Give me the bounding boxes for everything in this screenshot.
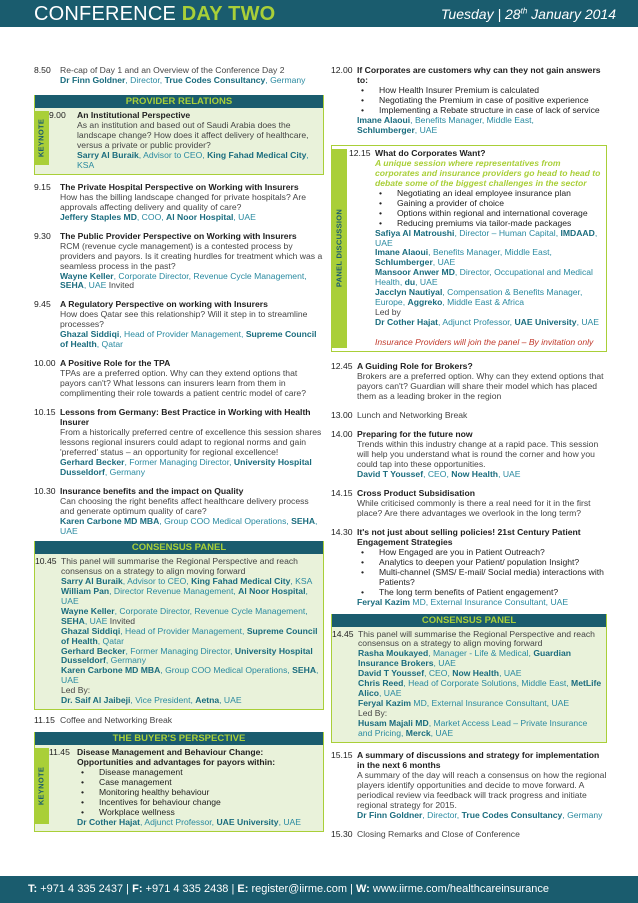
fax-label: F: [132, 883, 143, 895]
session-1030: 10.30 Insurance benefits and the impact on Quality Can choosing the right benefits affect healthcare delivery process and generate optimum quality of care? Karen Carbone MD MBA, Group COO Medical Operations, SEHA, UAE [34, 485, 318, 536]
list-item: • Implementing a Rebate structure in case of lack of service [357, 106, 607, 116]
session-1145: 11.45 Disease Management and Behaviour Change: Opportunities and advantages for payors within: • Disease management • Case management • Monitoring healthy behaviour • Incentives for behaviour change • Workplace wellness Dr Cother Hajat, Adjunct Professor, UAE University, UAE [49, 748, 301, 828]
session-1530: 15.30 Closing Remarks and Close of Conference [331, 828, 520, 839]
email-label: E: [237, 883, 249, 895]
consensus-panel-right: CONSENSUS PANEL 14.45 This panel will summarise the Regional Perspective and reach consensus on a strategy to align moving forward Rasha Moukayed, Manager - Life & Medical, Guardian Insurance Brokers, UAE David T Youssef, CEO, Now Health, UAE Chris Reed, Head of Corporate Solutions, Middle East, MetLife Alico, UAE Feryal Kazim MD, External Insurance Consultant, UAE Led By: Husam Majali MD, Market Access Lead – Private Insurance and Pricing, Merck, UAE [331, 614, 607, 744]
list-item: • Reducing premiums via tailor-made packages [375, 219, 603, 229]
list-item: • The long term benefits of Patient engagement? [357, 588, 607, 598]
list-item: • Disease management [77, 768, 301, 778]
list-item: • Monitoring healthy behaviour [77, 788, 301, 798]
website-label: W: [355, 883, 370, 895]
buyers-bullet-list [77, 768, 301, 818]
session-1445: 14.45 This panel will summarise the Regional Perspective and reach consensus on a strategy to align moving forward Rasha Moukayed, Manager - Life & Medical, Guardian Insurance Brokers, UAE David T Youssef, CEO, Now Health, UAE Chris Reed, Head of Corporate Solutions, Middle East, MetLife Alico, UAE Feryal Kazim MD, External Insurance Consultant, UAE Led By: Husam Majali MD, Market Access Lead – Private Insurance and Pricing, Merck, UAE [332, 628, 602, 739]
list-item: • Analytics to deepen your Patient/ population Insight? [357, 558, 607, 568]
fax-value: +971 4 335 2438 | [142, 883, 238, 895]
consensus-panel-left: CONSENSUS PANEL 10.45 This panel will summarise the Regional Perspective and reach consensus on a strategy to align moving forward Sarry Al Buraik, Advisor to CEO, King Fahad Medical City, KSA William Pan, Director Revenue Management, Al Noor Hospital, UAE Wayne Keller, Corporate Director, Revenue Cycle Management, SEHA, UAE Invited Ghazal Siddiqi, Head of Provider Management, Supreme Council of Health, Qatar Gerhard Becker, Former Managing Director, University Hospital Dusseldorf, Germany Karen Carbone MD MBA, Group COO Medical Operations, SEHA, UAE Led By: Dr. Saif Al Jaibeji, Vice President, Aetna, UAE [34, 541, 324, 711]
list-item: • Negotiating the Premium in case of positive experience [357, 96, 607, 106]
phone-value: +971 4 335 2437 | [37, 883, 133, 895]
invitation-note: Insurance Providers will join the panel – By invitation only [375, 337, 594, 348]
session-1215: 12.15 What do Corporates Want? A unique session where representatives from corporates and insurance providers go head to head to debate some of the biggest challenges in the sector • Negotiating an ideal employee insurance plan • Gaining a provider of choice • Options within regional and international coverage • Reducing premiums via tailor-made packages Safiya Al Matroushi, Director – Human Capital, IMDAAD, UAE Imane Alaoui, Benefits Manager, Middle East, Schlumberger, UAE Mansoor Anwer MD, Director, Occupational and Medical Health, du, UAE Jacclyn Nautiyal, Compensation & Benefits Manager, Europe, Aggreko, Middle East & Africa Led by Dr Cother Hajat, Adjunct Professor, UAE University, UAE Insurance Providers will join the panel – By invitation only [347, 149, 603, 348]
page-title: CONFERENCE DAY TWO [34, 3, 276, 25]
list-item: • Case management [77, 778, 301, 788]
section-title: PROVIDER RELATIONS [35, 95, 323, 108]
session-1245: 12.45 A Guiding Role for Brokers? Brokers are a preferred option. Why can they extend options that payors can't? Guardian will share their model which has placed them as a leading broker in the region [331, 361, 604, 402]
session-1045: 10.45 This panel will summarise the Regional Perspective and reach consensus on a strategy to align moving forward Sarry Al Buraik, Advisor to CEO, King Fahad Medical City, KSA William Pan, Director Revenue Management, Al Noor Hospital, UAE Wayne Keller, Corporate Director, Revenue Cycle Management, SEHA, UAE Invited Ghazal Siddiqi, Head of Provider Management, Supreme Council of Health, Qatar Gerhard Becker, Former Managing Director, University Hospital Dusseldorf, Germany Karen Carbone MD MBA, Group COO Medical Operations, SEHA, UAE Led By: Dr. Saif Al Jaibeji, Vice President, Aetna, UAE [35, 555, 319, 706]
list-item: • Gaining a provider of choice [375, 199, 603, 209]
panel-discussion-section [331, 145, 607, 352]
website-link[interactable]: www.iirme.com/healthcareinsurance [369, 883, 549, 895]
session-1415: 14.15 Cross Product Subsidisation While criticised commonly is there a real need for it in the first place? Are there advantages we overlook in the long term? [331, 487, 591, 518]
session-1400: 14.00 Preparing for the future now Trends within this industry change at a rapid pace. This session will help you understand what is round the corner and how you could tap into these opportunities. David T Youssef, CEO, Now Health, UAE [331, 429, 599, 479]
left-column [34, 66, 324, 832]
session-0930: 9.30 The Public Provider Perspective on Working with Insurers RCM (revenue cycle management) is a contested process by providers and payors. Is it creating hurdles for treatment which was a seamless process in the past? Wayne Keller, Corporate Director, Revenue Cycle Management, SEHA, UAE Invited [34, 230, 323, 291]
session-0850: 8.50 Re-cap of Day 1 and an Overview of the Conference Day 2 Dr Finn Goldner, Director, True Codes Consultancy, Germany [34, 65, 306, 85]
contact-footer [0, 876, 638, 903]
session-0945: 9.45 A Regulatory Perspective on working with Insurers How does Qatar see this relationship? Will it step in to streamline processes? Ghazal Siddiqi, Head of Provider Management, Supreme Council of Health, Qatar [34, 299, 317, 350]
list-item: • Workplace wellness [77, 808, 301, 818]
session-0915: 9.15 The Private Hospital Perspective on Working with Insurers How has the billing landscape changed for private hospitals? Are approvals affecting delivery and quality of care? Jeffery Staples MD, COO, Al Noor Hospital, UAE [34, 181, 307, 222]
session-1430: 14.30 It's not just about selling policies! 21st Century Patient Engagement Strategies • How Engaged are you in Patient Outreach? • Analytics to deepen your Patient/ population Insight? • Multi-channel (SMS/ E-mail/ Social media) interactions with Patients? • The long term benefits of Patient engagement? Feryal Kazim MD, External Insurance Consultant, UAE [331, 528, 607, 608]
session-1515: 15.15 A summary of discussions and strategy for implementation in the next 6 months A summary of the day will reach a consensus on how the regional players identify opportunities and decide to move forward. A periodical review via feedback will track progress and initiate regional strategy for 2015. Dr Finn Goldner, Director, True Codes Consultancy, Germany [331, 750, 607, 820]
session-1200: 12.00 If Corporates are customers why can they not gain answers to: • How Health Insurer Premium is calculated • Negotiating the Premium in case of positive experience • Implementing a Rebate structure in case of lack of service Imane Alaoui, Benefits Manager, Middle East, Schlumberger, UAE [331, 66, 607, 136]
email-link[interactable]: register@iirme.com | [248, 883, 356, 895]
list-item: • Incentives for behaviour change [77, 798, 301, 808]
session-0900: 9.00 An Institutional Perspective As an institution and based out of Saudi Arabia does the landscape change? How does it affect delivery of healthcare, versus a private or public provider? Sarry Al Buraik, Advisor to CEO, King Fahad Medical City, KSA [49, 109, 309, 170]
list-item: • Multi-channel (SMS/ E-mail/ Social media) interactions with Patients? [357, 568, 607, 588]
panel-discussion-label: PANEL DISCUSSION [332, 149, 347, 348]
buyers-perspective-section: THE BUYER'S PERSPECTIVE KEYNOTE 11.45 Disease Management and Behaviour Change: Opportunities and advantages for payors within: • Disease management • Case management • Monitoring healthy behaviour • Incentives for behaviour change • Workplace wellness Dr Cother Hajat, Adjunct Professor, UAE University, UAE [34, 732, 324, 832]
list-item: • How Engaged are you in Patient Outreach? [357, 548, 607, 558]
keynote-label: KEYNOTE [35, 111, 49, 165]
session-1115: 11.15 Coffee and Networking Break [34, 715, 173, 726]
list-item: • Options within regional and international coverage [375, 209, 603, 219]
list-item: • Negotiating an ideal employee insurance plan [375, 189, 603, 199]
keynote-label: KEYNOTE [35, 748, 49, 824]
session-1300: 13.00 Lunch and Networking Break [331, 410, 468, 421]
provider-relations-section [34, 95, 324, 175]
session-1000: 10.00 A Positive Role for the TPA TPAs are a preferred option. Why can they extend options that payors can't? What lessons can insurers learn from them in complimenting their role towards a patient centric model of care? [34, 358, 306, 399]
page-header [0, 0, 638, 27]
conference-date: Tuesday | 28th January 2014 [440, 6, 616, 22]
session-1015: 10.15 Lessons from Germany: Best Practice in Working with Health Insurer From a historically preferred centre of excellence this session shares lessons regional insurers could adapt to regional norms and gain 'preferred' status – an opportunity for regional excellence! Gerhard Becker, Former Managing Director, University Hospital Dusseldorf, Germany [34, 407, 322, 477]
phone-label: T: [28, 883, 38, 895]
list-item: • How Health Insurer Premium is calculated [357, 86, 607, 96]
right-column [331, 66, 607, 849]
